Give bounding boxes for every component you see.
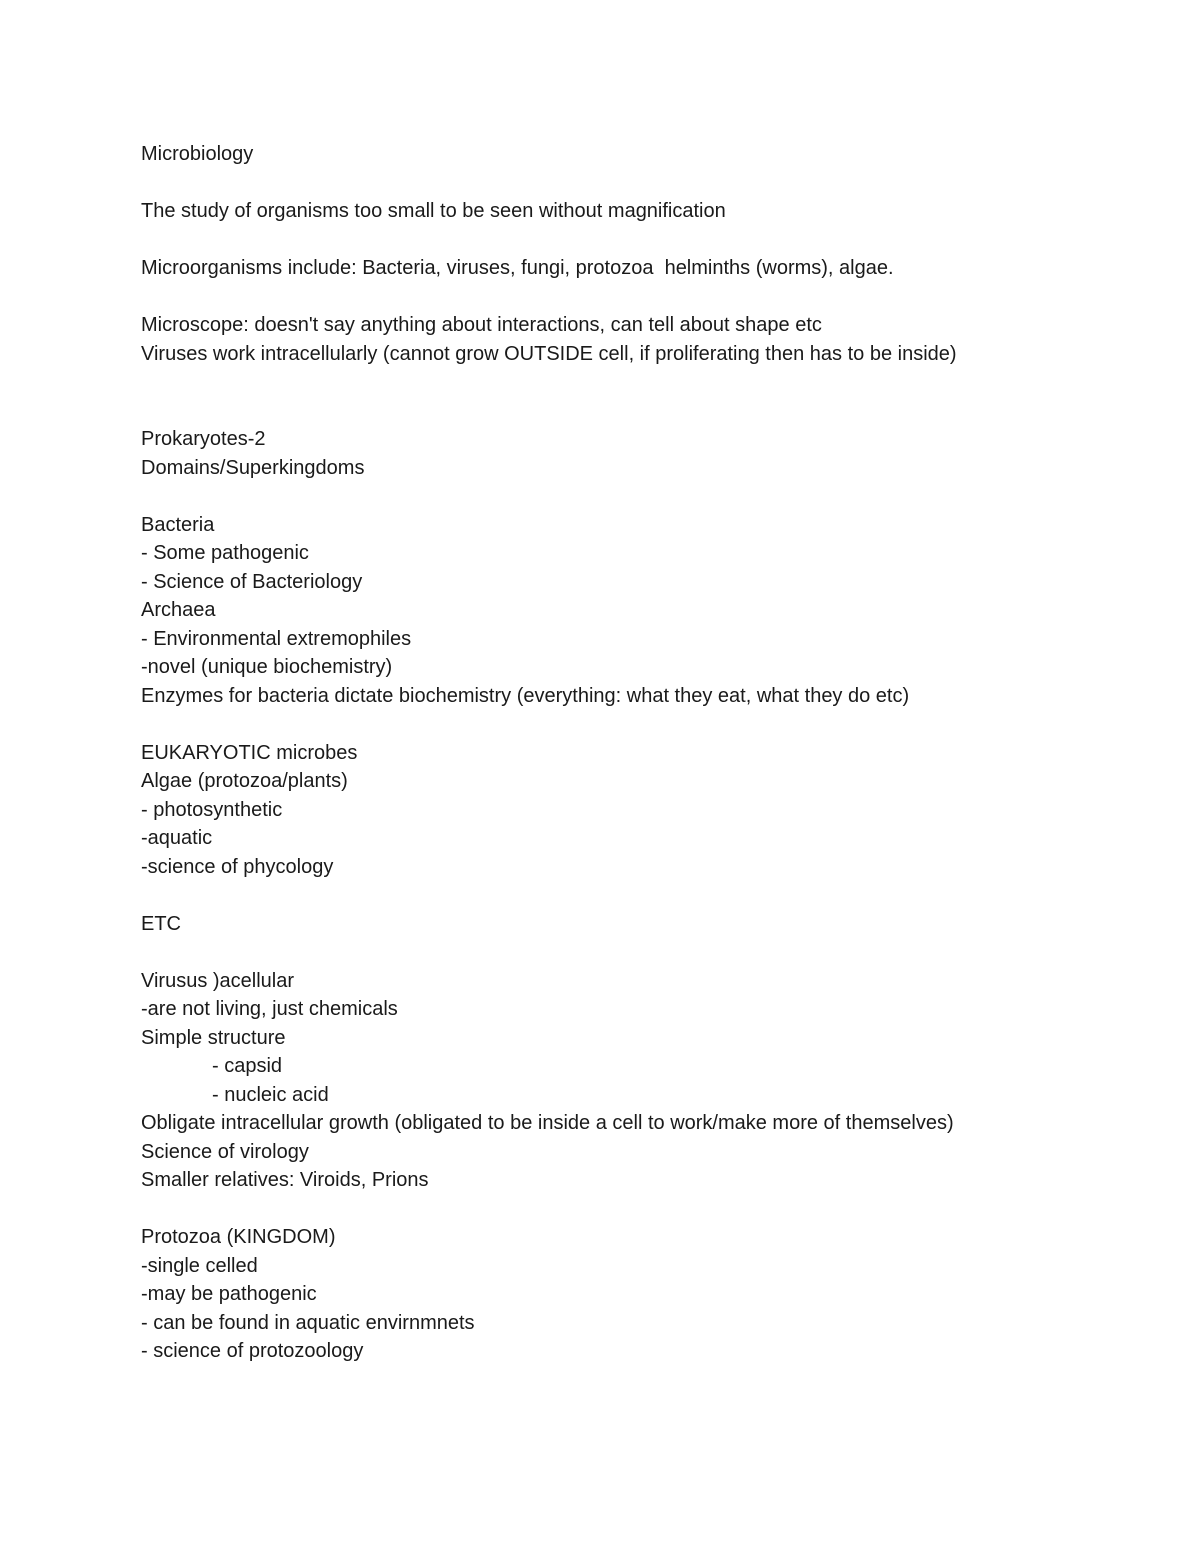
blank-line <box>141 226 1141 255</box>
archaea-item: - Environmental extremophiles <box>141 627 412 650</box>
archaea-item: -novel (unique biochemistry) <box>141 656 393 678</box>
virus-growth: Obligate intracellular growth (obligated to be inside a cell to work/make more of themselves) <box>141 1112 954 1134</box>
virus-structure-item: - capsid <box>212 1055 283 1077</box>
prokaryotes-heading: Prokaryotes-2 <box>141 428 266 450</box>
prokaryotes-subheading: Domains/Superkingdoms <box>141 456 365 479</box>
protozoa-item: -single celled <box>141 1254 258 1277</box>
blank-line <box>141 938 1141 967</box>
blank-line <box>141 710 1141 739</box>
bacteria-item: - Science of Bacteriology <box>141 570 363 593</box>
eukaryotic-item: -science of phycology <box>141 855 334 878</box>
blank-line <box>141 169 1141 198</box>
blank-lines <box>141 368 1141 425</box>
protozoa-item: -may be pathogenic <box>141 1283 317 1305</box>
document-title: Microbiology <box>141 143 254 165</box>
algae-line: Algae (protozoa/plants) <box>141 770 348 792</box>
bacteria-heading: Bacteria <box>141 513 215 536</box>
virus-science: Science of virology <box>141 1140 309 1163</box>
viruses-note-text: Viruses work intracellularly (cannot grow OUTSIDE cell, if proliferating then has to be inside) <box>141 342 957 365</box>
enzymes-note-text: Enzymes for bacteria dictate biochemistry (everything: what they eat, what they do etc) <box>141 684 910 707</box>
protozoa-item: - science of protozoology <box>141 1340 364 1362</box>
microscope-text: Microscope: doesn't say anything about interactions, can tell about shape etc <box>141 314 822 336</box>
microorganisms-text: Microorganisms include: Bacteria, viruses, fungi, protozoa helminths (worms), algae. <box>141 257 894 279</box>
protozoa-heading: Protozoa (KINGDOM) <box>141 1226 336 1248</box>
virus-heading: Virusus )acellular <box>141 969 295 992</box>
protozoa-item: - can be found in aquatic envirnmnets <box>141 1311 475 1334</box>
blank-line <box>141 881 1141 910</box>
blank-line <box>141 283 1141 312</box>
eukaryotic-item: -aquatic <box>141 827 213 849</box>
eukaryotic-item: - photosynthetic <box>141 798 283 821</box>
eukaryotic-heading: EUKARYOTIC microbes <box>141 741 358 764</box>
archaea-heading: Archaea <box>141 599 216 621</box>
blank-line <box>141 482 1141 511</box>
virus-structure-item: - nucleic acid <box>212 1083 329 1106</box>
virus-relatives: Smaller relatives: Viroids, Prions <box>141 1169 429 1191</box>
etc-line: ETC <box>141 912 181 935</box>
document-body <box>141 140 1141 1366</box>
definition-text: The study of organisms too small to be seen without magnification <box>141 200 726 222</box>
virus-structure: Simple structure <box>141 1026 286 1049</box>
virus-not-living: -are not living, just chemicals <box>141 998 398 1020</box>
bacteria-item: - Some pathogenic <box>141 542 309 564</box>
blank-line <box>141 1195 1141 1224</box>
